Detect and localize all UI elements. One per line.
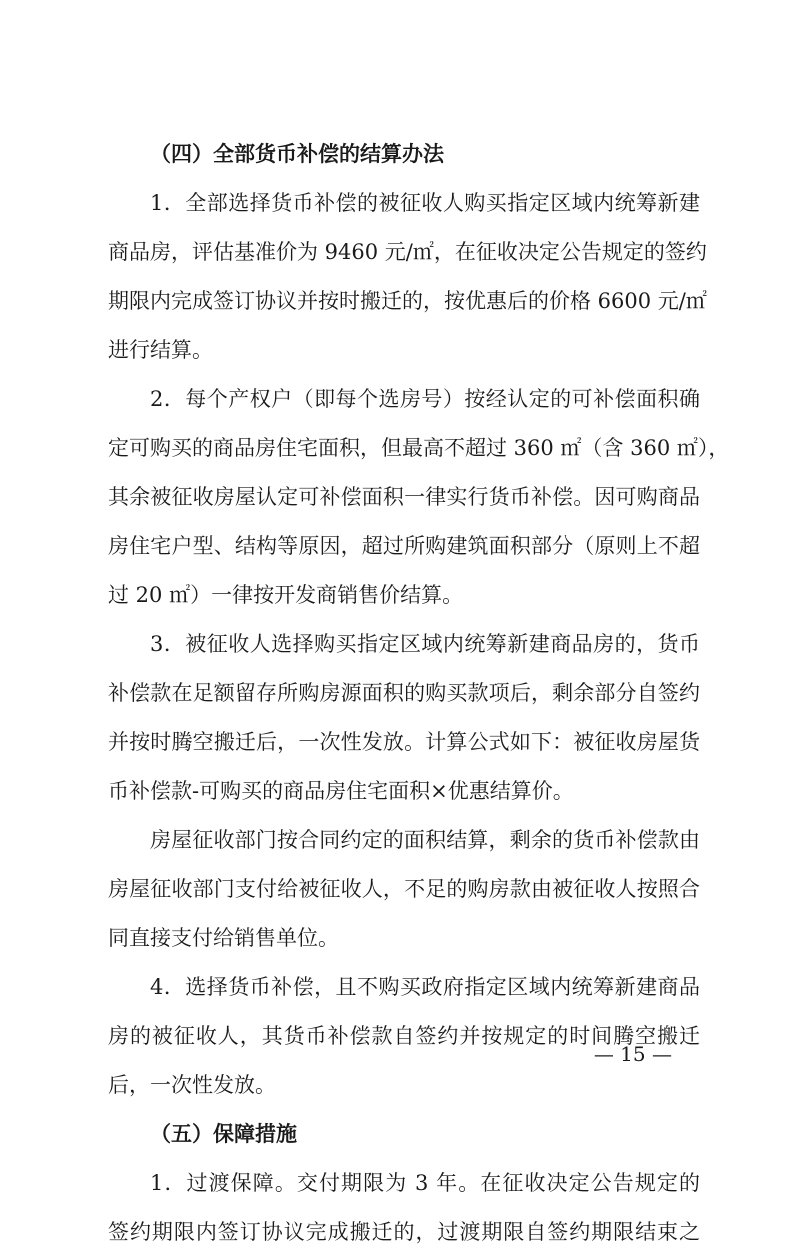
paragraph-line: 其余被征收房屋认定可补偿面积一律实行货币补偿。因可购商品: [108, 485, 700, 509]
paragraph-item-4: [108, 963, 700, 1110]
paragraph-line: 定可购买的商品房住宅面积，但最高不超过 360 ㎡（含 360 ㎡），: [108, 436, 730, 460]
page-number: — 15 —: [593, 1042, 672, 1066]
paragraph-line: 1．全部选择货币补偿的被征收人购买指定区域内统筹新建: [150, 191, 700, 215]
paragraph-line: 同直接支付给销售单位。: [108, 926, 339, 950]
paragraph-line: 房屋征收部门支付给被征收人，不足的购房款由被征收人按照合: [108, 877, 700, 901]
paragraph-line: 签约期限内签订协议完成搬迁的，过渡期限自签约期限结束之: [108, 1220, 700, 1244]
section-heading-5: （五）保障措施: [150, 1122, 297, 1146]
paragraph-line: 1．过渡保障。交付期限为 3 年。在征收决定公告规定的: [150, 1171, 700, 1195]
paragraph-line: 补偿款在足额留存所购房源面积的购买款项后，剩余部分自签约: [108, 681, 700, 705]
paragraph-line: 4．选择货币补偿，且不购买政府指定区域内统筹新建商品: [150, 975, 700, 999]
paragraph-item-3: [108, 620, 700, 816]
paragraph-item-1: [108, 179, 707, 375]
paragraph-line: 2．每个产权户（即每个选房号）按经认定的可补偿面积确: [150, 387, 700, 411]
paragraph-line: 房的被征收人，其货币补偿款自签约并按规定的时间腾空搬迁: [108, 1024, 700, 1048]
paragraph-line: 后，一次性发放。: [108, 1073, 276, 1097]
paragraph-line: 过 20 ㎡）一律按开发商销售价结算。: [108, 583, 464, 607]
paragraph-line: 币补偿款-可购买的商品房住宅面积×优惠结算价。: [108, 779, 574, 803]
paragraph-line: 房住宅户型、结构等原因，超过所购建筑面积部分（原则上不超: [108, 534, 700, 558]
section-heading-4: （四）全部货币补偿的结算办法: [150, 142, 444, 166]
paragraph-item-2: [108, 375, 730, 620]
paragraph-line: 3．被征收人选择购买指定区域内统筹新建商品房的，货币: [150, 632, 700, 656]
document-page: [108, 130, 730, 1257]
paragraph-transition: [108, 1159, 700, 1257]
paragraph-line: 进行结算。: [108, 338, 213, 362]
paragraph-line: 房屋征收部门按合同约定的面积结算，剩余的货币补偿款由: [150, 828, 700, 852]
paragraph-line: 商品房，评估基准价为 9460 元/㎡，在征收决定公告规定的签约: [108, 240, 707, 264]
paragraph-settlement: [108, 816, 700, 963]
paragraph-line: 并按时腾空搬迁后，一次性发放。计算公式如下：被征收房屋货: [108, 730, 700, 754]
paragraph-line: 期限内完成签订协议并按时搬迁的，按优惠后的价格 6600 元/㎡: [108, 289, 707, 313]
